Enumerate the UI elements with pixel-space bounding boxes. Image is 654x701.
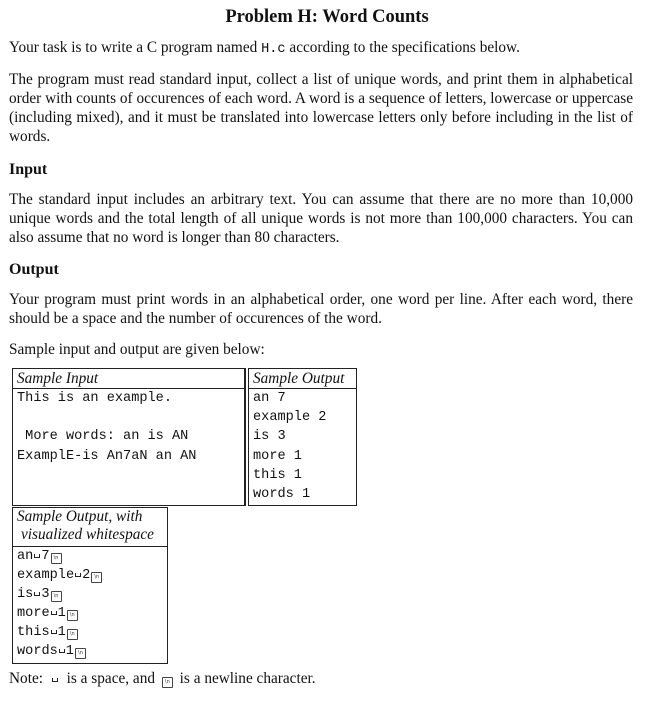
space-marker-icon	[51, 671, 59, 683]
sample-output-cell	[248, 368, 357, 506]
newline-marker-icon: \n	[91, 572, 102, 583]
sample-output-line: words 1	[253, 487, 311, 502]
note-space-text: is a space, and	[66, 670, 156, 687]
visualized-header-line1: Sample Output, with	[17, 508, 143, 525]
sample-output-line: an 7	[253, 391, 286, 406]
intro-before: Your task is to write a C program named	[9, 39, 262, 56]
sample-output-line: more 1	[253, 449, 302, 464]
newline-marker-icon: \n	[162, 677, 173, 688]
sample-input-line: This is an example.	[17, 391, 172, 406]
sample-output-line: is 3	[253, 429, 286, 444]
note-line	[9, 669, 316, 688]
input-heading: Input	[9, 161, 48, 178]
visualized-line: this 1 \n	[17, 623, 78, 643]
sample-input-header: Sample Input	[13, 369, 244, 389]
space-marker-icon	[33, 547, 41, 559]
output-heading: Output	[9, 261, 59, 278]
newline-marker-icon: \n	[67, 610, 78, 621]
newline-marker-icon: \n	[67, 629, 78, 640]
program-filename: H.c	[261, 42, 286, 57]
visualized-output-header	[13, 508, 167, 547]
visualized-line: is 3 \n	[17, 585, 62, 605]
table-divider	[244, 368, 246, 506]
newline-marker-icon: \n	[51, 591, 62, 602]
space-marker-icon	[58, 642, 66, 654]
intro-after: according to the specifications below.	[285, 39, 520, 56]
sample-output-line: example 2	[253, 410, 327, 425]
intro-paragraph	[9, 38, 633, 59]
note-newline-text: is a newline character.	[179, 670, 316, 687]
visualized-line: an 7 \n	[17, 547, 62, 567]
sample-output-line: this 1	[253, 468, 302, 483]
sample-intro: Sample input and output are given below:	[9, 341, 265, 358]
problem-title: Problem H: Word Counts	[225, 7, 429, 27]
visualized-line: more 1 \n	[17, 604, 78, 624]
space-marker-icon	[33, 585, 41, 597]
sample-output-header: Sample Output	[249, 369, 356, 389]
space-marker-icon	[74, 566, 82, 578]
visualized-line: words 1 \n	[17, 642, 86, 662]
space-marker-icon	[50, 623, 58, 635]
description-paragraph: The program must read standard input, collect a list of unique words, and print them in alphabetical order with counts of occurences of each word. A word is a sequence of letters, lowercase or uppercase (including mixed), and it must be translated into lowercase letters only before including in the list of words.	[9, 71, 633, 145]
sample-input-cell	[12, 368, 245, 506]
visualized-line: example 2 \n	[17, 566, 102, 586]
newline-marker-icon: \n	[75, 648, 86, 659]
input-paragraph: The standard input includes an arbitrary text. You can assume that there are no more than 10,000 unique words and the total length of all unique words is not more than 100,000 characters. You can also assume that no word is longer than 80 characters.	[9, 191, 633, 246]
space-marker-icon	[50, 604, 58, 616]
sample-table	[12, 368, 359, 506]
sample-input-line: More words: an is AN	[17, 429, 189, 444]
newline-marker-icon: \n	[51, 553, 62, 564]
visualized-output-box	[12, 507, 168, 664]
note-label: Note:	[9, 670, 43, 687]
output-paragraph: Your program must print words in an alphabetical order, one word per line. After each word, there should be a space and the number of occurences of the word.	[9, 291, 633, 327]
visualized-header-line2: visualized whitespace	[21, 526, 154, 543]
sample-input-line: ExamplE-is An7aN an AN	[17, 449, 197, 464]
